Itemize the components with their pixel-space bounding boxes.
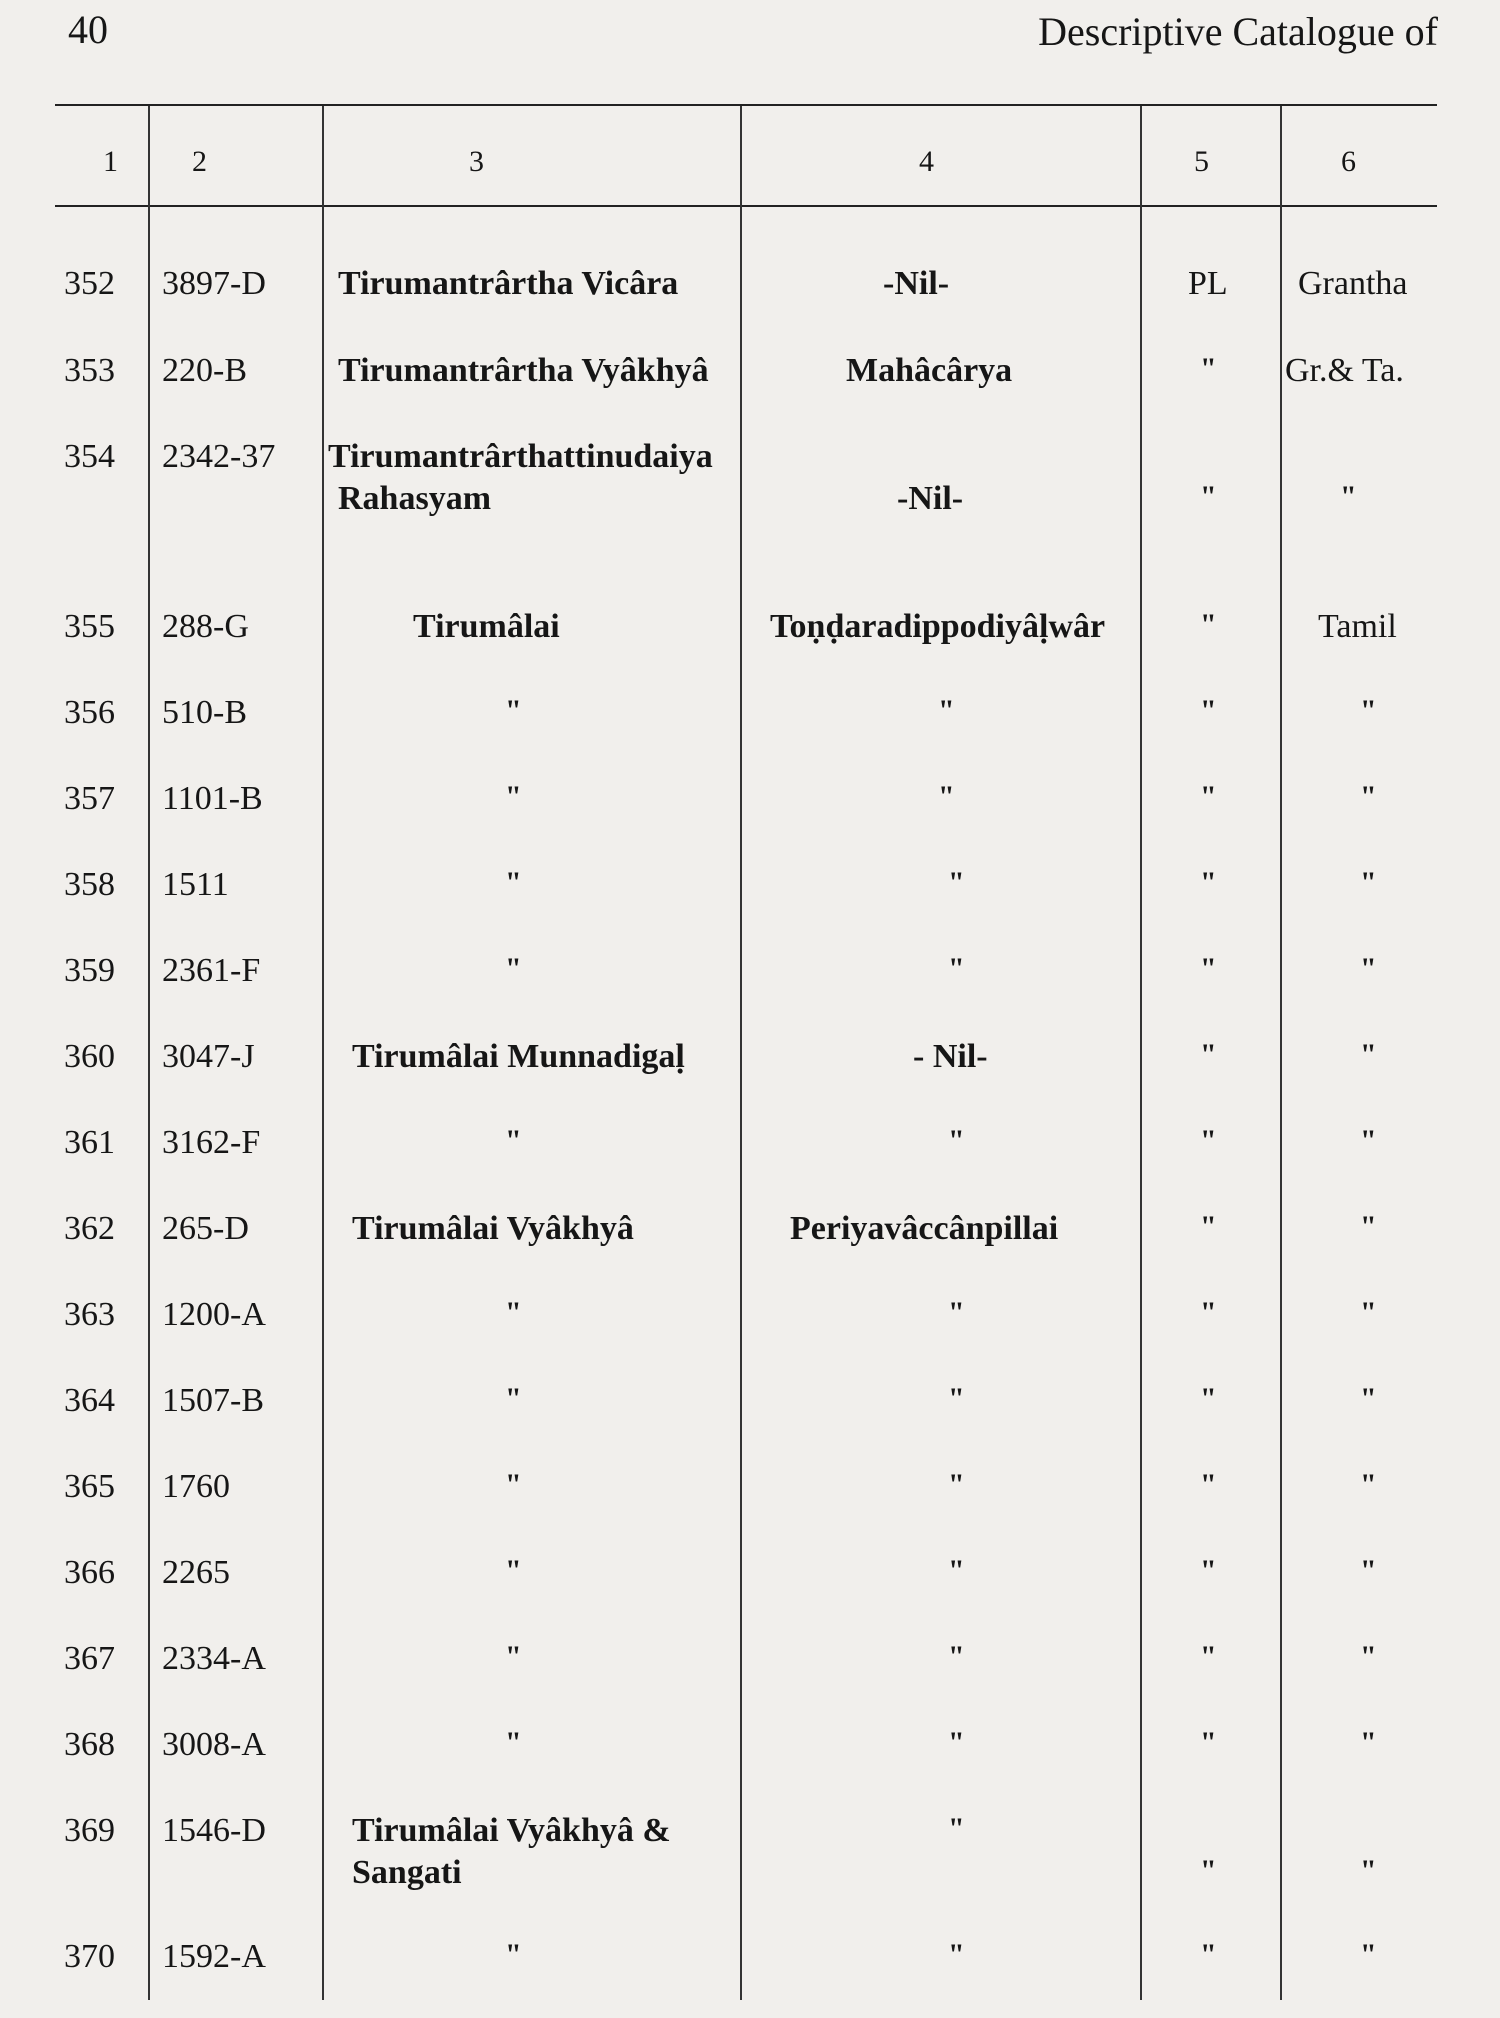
column-header-4: 4	[919, 145, 934, 178]
serial-number: 355	[64, 608, 115, 645]
work-title-line2: Sangati	[352, 1854, 462, 1891]
script: "	[1360, 1640, 1377, 1673]
author: "	[938, 780, 955, 813]
script: "	[1360, 1468, 1377, 1501]
author: -Nil-	[883, 265, 950, 302]
accession-number: 1507-B	[162, 1382, 264, 1419]
table-row	[0, 780, 1500, 860]
column-header-6: 6	[1341, 145, 1356, 178]
work-title: Tirumantrârtha Vicâra	[338, 265, 679, 302]
table-row	[0, 608, 1500, 688]
script: "	[1360, 1210, 1377, 1243]
accession-number: 2342-37	[162, 438, 276, 475]
table-row	[0, 1554, 1500, 1634]
script: "	[1360, 1554, 1377, 1587]
script: "	[1360, 1938, 1377, 1971]
author: "	[948, 952, 965, 985]
script: Gr.& Ta.	[1285, 352, 1404, 389]
serial-number: 362	[64, 1210, 115, 1247]
table-row	[0, 1812, 1500, 1892]
material: "	[1200, 1726, 1217, 1759]
accession-number: 1760	[162, 1468, 230, 1505]
material: "	[1200, 1854, 1217, 1887]
work-title: "	[505, 694, 522, 727]
table-row	[0, 1382, 1500, 1462]
material: "	[1200, 1038, 1217, 1071]
work-title: Tirumâlai Munnadigaḷ	[352, 1038, 685, 1075]
script: "	[1360, 952, 1377, 985]
table-row	[0, 952, 1500, 1032]
work-title: Tirumantrârthattinudaiya	[328, 438, 713, 475]
column-header-3: 3	[469, 145, 484, 178]
table-row	[0, 438, 1500, 518]
serial-number: 361	[64, 1124, 115, 1161]
accession-number: 2265	[162, 1554, 230, 1591]
script: Tamil	[1318, 608, 1397, 645]
accession-number: 1511	[162, 866, 229, 903]
script: "	[1360, 1296, 1377, 1329]
table-row	[0, 1124, 1500, 1204]
author: "	[948, 1726, 965, 1759]
column-header-2: 2	[192, 145, 207, 178]
author: Toṇḍaradippodiyâḷwâr	[770, 608, 1106, 645]
script: Grantha	[1298, 265, 1408, 302]
accession-number: 3008-A	[162, 1726, 266, 1763]
serial-number: 352	[64, 265, 115, 302]
table-row	[0, 1938, 1500, 2018]
accession-number: 3047-J	[162, 1038, 255, 1075]
script: "	[1360, 1124, 1377, 1157]
serial-number: 367	[64, 1640, 115, 1677]
material: "	[1200, 1210, 1217, 1243]
material: "	[1200, 1382, 1217, 1415]
work-title-line2: Rahasyam	[338, 480, 492, 517]
top-rule	[55, 104, 1437, 106]
table-row	[0, 265, 1500, 345]
accession-number: 2334-A	[162, 1640, 266, 1677]
serial-number: 370	[64, 1938, 115, 1975]
table-row	[0, 1726, 1500, 1806]
page-number: 40	[68, 7, 108, 52]
accession-number: 265-D	[162, 1210, 249, 1247]
work-title: "	[505, 1468, 522, 1501]
accession-number: 1546-D	[162, 1812, 266, 1849]
material: "	[1200, 1640, 1217, 1673]
work-title: "	[505, 1296, 522, 1329]
material: "	[1200, 352, 1217, 385]
work-title: "	[505, 1124, 522, 1157]
accession-number: 3162-F	[162, 1124, 261, 1161]
accession-number: 1101-B	[162, 780, 263, 817]
table-row	[0, 1468, 1500, 1548]
work-title: "	[505, 1640, 522, 1673]
script: "	[1360, 1038, 1377, 1071]
author: "	[948, 1296, 965, 1329]
serial-number: 353	[64, 352, 115, 389]
script: "	[1360, 866, 1377, 899]
script: "	[1360, 1382, 1377, 1415]
author: "	[938, 694, 955, 727]
accession-number: 510-B	[162, 694, 247, 731]
serial-number: 359	[64, 952, 115, 989]
accession-number: 3897-D	[162, 265, 266, 302]
material: "	[1200, 866, 1217, 899]
work-title: "	[505, 1726, 522, 1759]
serial-number: 368	[64, 1726, 115, 1763]
serial-number: 363	[64, 1296, 115, 1333]
script: "	[1340, 480, 1357, 513]
work-title: "	[505, 1382, 522, 1415]
author: Mahâcârya	[846, 352, 1013, 389]
script: "	[1360, 1726, 1377, 1759]
work-title: Tirumâlai Vyâkhyâ &	[352, 1812, 671, 1849]
work-title: "	[505, 866, 522, 899]
material: "	[1200, 1124, 1217, 1157]
work-title: "	[505, 952, 522, 985]
table-row	[0, 1210, 1500, 1290]
author: "	[948, 1938, 965, 1971]
serial-number: 360	[64, 1038, 115, 1075]
author: - Nil-	[913, 1038, 988, 1075]
material: PL	[1188, 265, 1228, 302]
script: "	[1360, 694, 1377, 727]
serial-number: 358	[64, 866, 115, 903]
material: "	[1200, 1296, 1217, 1329]
serial-number: 366	[64, 1554, 115, 1591]
work-title: "	[505, 780, 522, 813]
accession-number: 1592-A	[162, 1938, 266, 1975]
table-row	[0, 694, 1500, 774]
material: "	[1200, 780, 1217, 813]
author: "	[948, 1812, 965, 1845]
script: "	[1360, 780, 1377, 813]
column-header-5: 5	[1194, 145, 1209, 178]
header-rule	[55, 205, 1437, 207]
table-row	[0, 1640, 1500, 1720]
work-title: Tirumâlai Vyâkhyâ	[352, 1210, 634, 1247]
material: "	[1200, 1554, 1217, 1587]
table-row	[0, 352, 1500, 432]
table-row	[0, 1038, 1500, 1118]
column-header-1: 1	[103, 145, 118, 178]
author: "	[948, 1124, 965, 1157]
accession-number: 288-G	[162, 608, 249, 645]
work-title: Tirumâlai	[413, 608, 560, 645]
material: "	[1200, 694, 1217, 727]
work-title: "	[505, 1554, 522, 1587]
material: "	[1200, 1938, 1217, 1971]
work-title: Tirumantrârtha Vyâkhyâ	[338, 352, 709, 389]
serial-number: 364	[64, 1382, 115, 1419]
author: "	[948, 1468, 965, 1501]
table-row	[0, 1296, 1500, 1376]
serial-number: 357	[64, 780, 115, 817]
work-title: "	[505, 1938, 522, 1971]
author: "	[948, 1382, 965, 1415]
serial-number: 354	[64, 438, 115, 475]
material: "	[1200, 480, 1217, 513]
serial-number: 369	[64, 1812, 115, 1849]
table-row	[0, 866, 1500, 946]
author: "	[948, 1640, 965, 1673]
author: -Nil-	[897, 480, 964, 517]
script: "	[1360, 1854, 1377, 1887]
serial-number: 356	[64, 694, 115, 731]
material: "	[1200, 952, 1217, 985]
accession-number: 1200-A	[162, 1296, 266, 1333]
serial-number: 365	[64, 1468, 115, 1505]
accession-number: 220-B	[162, 352, 247, 389]
accession-number: 2361-F	[162, 952, 261, 989]
author: "	[948, 866, 965, 899]
running-title: Descriptive Catalogue of	[1038, 9, 1438, 54]
material: "	[1200, 608, 1217, 641]
author: Periyavâccânpillai	[790, 1210, 1059, 1247]
material: "	[1200, 1468, 1217, 1501]
author: "	[948, 1554, 965, 1587]
